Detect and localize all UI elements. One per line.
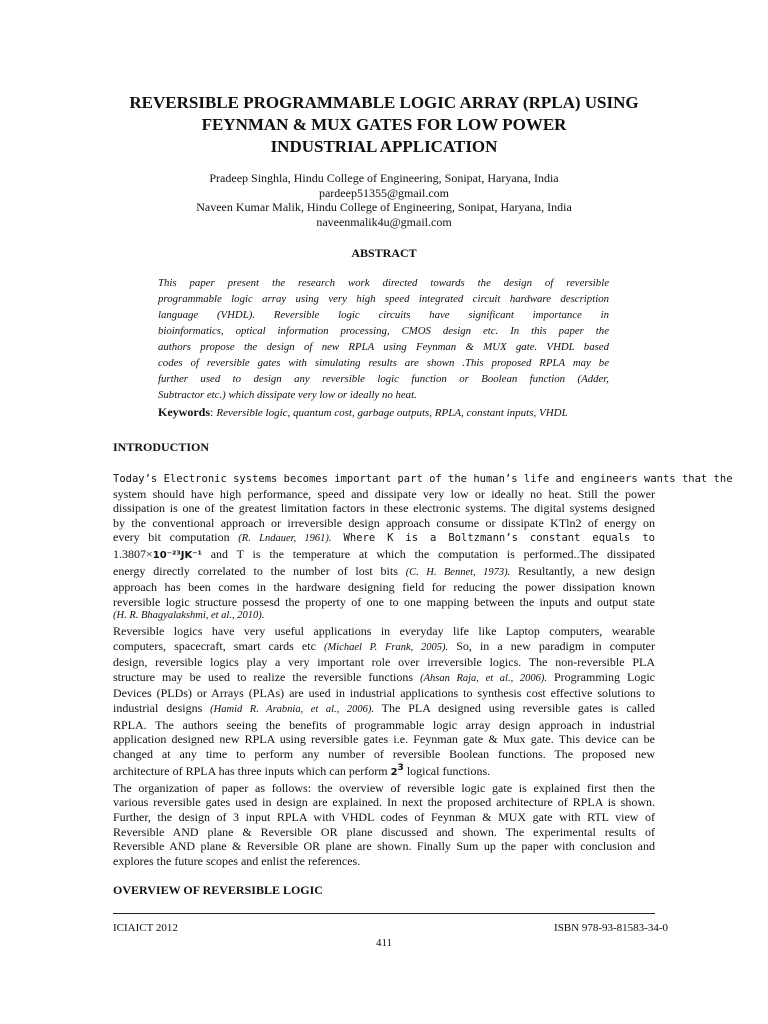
author-email: naveenmalik4u@gmail.com xyxy=(316,214,452,229)
citation: (Hamid R. Arabnia, et al., 2006). xyxy=(210,703,374,715)
text-run: logical functions. xyxy=(403,764,491,779)
footer-divider xyxy=(113,913,655,914)
abstract-line: Subtractor etc.) which dissipate very low or ideally no heat. xyxy=(158,389,417,401)
abstract-line: programmable logic array using very high speed integrated circuit hardware description xyxy=(158,293,609,305)
body-line: Reversible AND plane & Reversible OR plane discussed and shown. The experimental results of xyxy=(113,824,655,839)
body-line: dissipation is one of the greatest limitation factors in these electronic systems. The digital systems designed xyxy=(113,501,655,516)
citation-line: (H. R. Bhagyalakshmi, et al., 2010). xyxy=(113,610,265,622)
citation: (Michael P. Frank, 2005). xyxy=(324,641,449,653)
text-run: computers, spacecraft, smart cards etc xyxy=(113,638,324,653)
body-line: changed at any time to perform any number of reversible Boolean functions. The proposed new xyxy=(113,746,655,761)
section-heading-introduction: INTRODUCTION xyxy=(113,440,210,454)
body-line xyxy=(113,761,655,781)
abstract-text xyxy=(158,275,609,403)
keywords-line xyxy=(158,405,568,420)
body-line: Devices (PLDs) or Arrays (PLAs) are used in industrial applications to synthesis cost effective solutions to xyxy=(113,686,655,701)
power-base: 2 xyxy=(390,767,398,779)
body-line: explores the future scopes and enlist the references. xyxy=(113,853,361,868)
abstract-line: codes of reversible gates with simulating results are shown .This proposed RPLA may be xyxy=(158,357,609,369)
body-line xyxy=(113,670,655,687)
text-run: energy directly correlated to the number of lost bits xyxy=(113,563,406,578)
text-run: 1.3807× xyxy=(113,546,153,561)
body-line xyxy=(113,530,655,547)
text-run: Programming Logic xyxy=(546,669,656,684)
author-affiliation: Pradeep Singhla, Hindu College of Engineering, Sonipat, Haryana, India xyxy=(209,171,559,185)
title-line: INDUSTRIAL APPLICATION xyxy=(270,137,498,156)
exponent-term: 10⁻²³ xyxy=(152,549,181,561)
citation: (Ahsan Raja, et al., 2006). xyxy=(420,672,547,684)
author-affiliation: Naveen Kumar Malik, Hindu College of Engineering, Sonipat, Haryana, India xyxy=(196,200,572,214)
title-line: FEYNMAN & MUX GATES FOR LOW POWER xyxy=(201,115,567,134)
body-line: approach has been comes in the hardware designing field for reducing the power dissipation known xyxy=(113,580,655,595)
body-line: Reversible AND plane & Reversible OR plane are shown. Finally Sum up the paper with conclusion and xyxy=(113,839,655,854)
abstract-line: This paper present the research work directed towards the design of reversible xyxy=(158,277,609,289)
abstract-line: authors propose the design of new RPLA using Feynman & MUX gate. VHDL based xyxy=(158,341,609,353)
unit-term: JK⁻¹ xyxy=(180,549,202,561)
paper-title xyxy=(60,92,708,158)
body-line: RPLA. The authors seeing the benefits of programmable logic array design approach in industrial xyxy=(113,717,655,732)
keywords-separator: : xyxy=(210,405,217,419)
section-heading-overview: OVERVIEW OF REVERSIBLE LOGIC xyxy=(113,883,323,897)
author-email: pardeep51355@gmail.com xyxy=(318,185,449,200)
text-run: So, in a new paradigm in computer xyxy=(448,638,656,653)
introduction-body xyxy=(113,472,733,868)
body-line: various reversible gates used in design are explained. In next the proposed architecture of RPLA is shown. xyxy=(113,795,655,810)
abstract-line: bioinformatics, optical information processing, CMOS design etc. In this paper the xyxy=(158,325,609,337)
body-line xyxy=(113,701,655,718)
page-number: 411 xyxy=(375,937,393,949)
keywords-list: Reversible logic, quantum cost, garbage outputs, RPLA, constant inputs, VHDL xyxy=(216,407,568,419)
abstract-line: further used to design any reversible logic function or Boolean function (Adder, xyxy=(158,373,609,385)
body-line: by the conventional approach or irreversible design approach consume or dissipate KTln2 of energy on xyxy=(113,515,655,530)
citation: (C. H. Bennet, 1973). xyxy=(405,566,511,578)
author-block xyxy=(60,171,708,229)
body-line xyxy=(113,564,655,581)
body-line: The organization of paper as follows: the overview of reversible logic gate is explained first then the xyxy=(113,780,655,795)
text-run: structure may be used to realize the reversible functions xyxy=(113,669,421,684)
text-run: Resultantly, a new design xyxy=(510,563,656,578)
body-line: application designed new RPLA using reversible gates i.e. Feynman gate & Mux gate. This device can be xyxy=(113,732,655,747)
text-run: every bit computation xyxy=(113,530,239,545)
citation: (R. Lndauer, 1961). xyxy=(238,533,332,545)
text-run: and T is the temperature at which the computation is performed..The dissipated xyxy=(201,546,655,561)
body-line: design, reversible logics play a very important role over irreversible logics. The non-reversible PLA xyxy=(113,655,655,670)
abstract-line: language (VHDL). Reversible logic circuits have significant importance in xyxy=(158,309,609,321)
text-run: The PLA designed using reversible gates is called xyxy=(373,700,656,715)
body-line: Further, the design of 3 input RPLA with VHDL codes of Feynman & MUX gate with RTL view of xyxy=(113,810,655,825)
text-run: industrial designs xyxy=(113,700,211,715)
body-line: system should have high performance, speed and dissipate very low or ideally no heat. Still the power xyxy=(113,486,655,501)
body-line: reversible logic structure possesd the property of one to one mapping between the inputs and output state xyxy=(113,594,655,609)
body-line xyxy=(113,639,655,656)
text-run: architecture of RPLA has three inputs which can perform xyxy=(113,764,391,779)
keywords-label: Keywords xyxy=(158,405,210,419)
text-run: Where K is a Boltzmann’s constant equals to xyxy=(331,532,655,545)
abstract-heading: ABSTRACT xyxy=(351,246,417,260)
footer-isbn: ISBN 978-93-81583-34-0 xyxy=(554,922,668,934)
body-line: Reversible logics have very useful applications in everyday life like Laptop computers, wearable xyxy=(113,623,655,638)
body-line: Today’s Electronic systems becomes important part of the human’s life and engineers wants that the xyxy=(113,473,733,485)
body-line xyxy=(113,547,655,564)
title-line: REVERSIBLE PROGRAMMABLE LOGIC ARRAY (RPLA) USING xyxy=(129,93,639,112)
footer-conference: ICIAICT 2012 xyxy=(113,922,178,934)
power-exponent: 3 xyxy=(397,763,404,774)
